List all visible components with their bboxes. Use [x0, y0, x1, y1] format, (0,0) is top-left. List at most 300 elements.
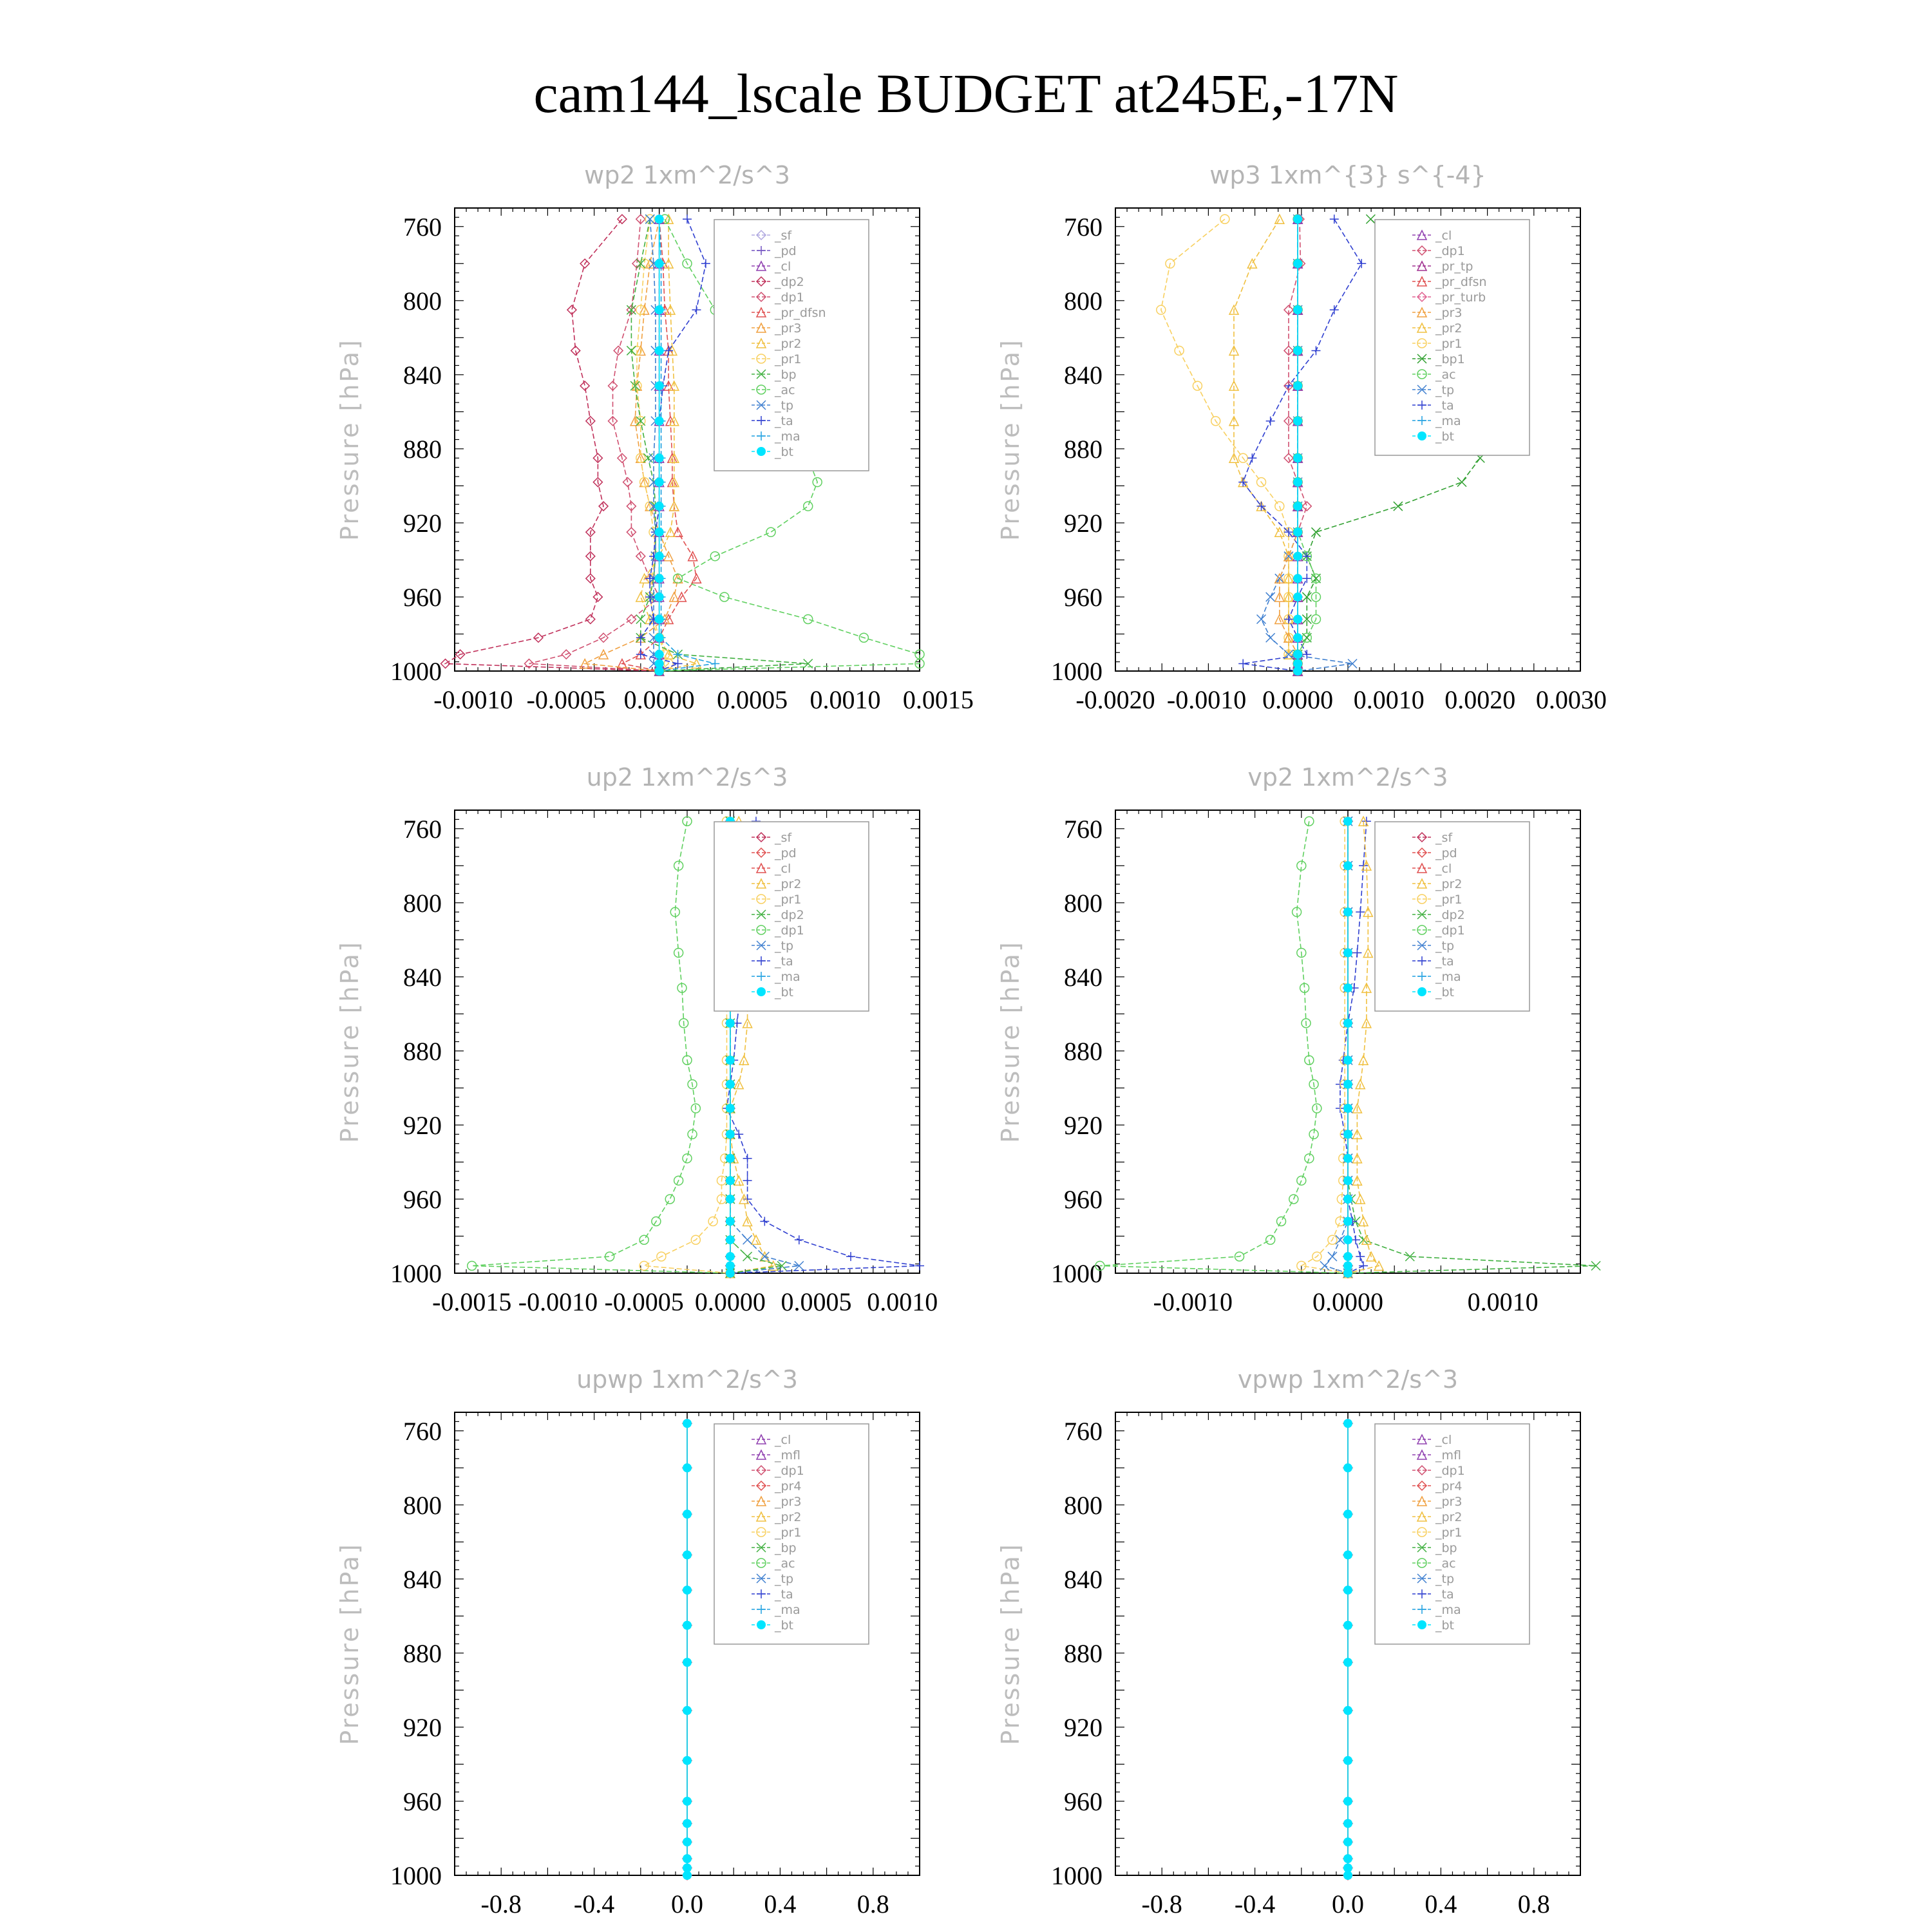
data-point	[1293, 527, 1302, 536]
data-point	[580, 381, 589, 390]
legend-entry: _ma	[775, 430, 800, 444]
panel-title: upwp 1xm^2/s^3	[576, 1365, 798, 1394]
data-point	[1305, 1154, 1314, 1163]
legend	[1375, 220, 1530, 455]
legend-entry: _tp	[1435, 383, 1455, 397]
series-ac	[1095, 817, 1352, 1278]
x-tick-label: -0.8	[480, 1889, 522, 1918]
y-axis-label: Pressure [hPa]	[336, 1542, 364, 1745]
y-tick-label: 800	[403, 286, 442, 316]
series-dp2	[441, 214, 664, 676]
data-point	[655, 214, 664, 223]
legend-entry: _tp	[775, 399, 794, 413]
series-bt	[655, 214, 664, 676]
legend-entry: _ta	[775, 954, 793, 969]
data-point	[1343, 1550, 1352, 1559]
series-line	[659, 219, 715, 671]
data-point	[1266, 417, 1275, 426]
x-tick-label: -0.0010	[433, 685, 513, 714]
series-line	[1348, 821, 1379, 1273]
legend-entry: _pr_dfsn	[775, 306, 826, 320]
chart-panel-5	[336, 1365, 920, 1918]
data-point	[1238, 478, 1247, 487]
data-point	[1359, 1261, 1368, 1270]
data-point	[655, 552, 664, 561]
data-point	[734, 1176, 743, 1185]
data-point	[743, 1252, 752, 1261]
series-line	[1161, 219, 1298, 671]
data-point	[683, 214, 692, 223]
data-point	[1247, 259, 1256, 268]
series-line	[641, 219, 706, 671]
data-point	[655, 417, 664, 426]
y-tick-label: 840	[403, 360, 442, 390]
series-line	[641, 219, 697, 671]
x-tick-label: -0.4	[573, 1889, 615, 1918]
data-point	[655, 502, 664, 511]
chart-panel-4	[996, 763, 1600, 1316]
data-point	[683, 1854, 692, 1863]
data-point	[1457, 478, 1466, 487]
legend-entry: _pr2	[775, 1510, 802, 1524]
legend-entry: _ac	[775, 1557, 795, 1571]
data-point	[1343, 1706, 1352, 1715]
data-point	[655, 667, 664, 676]
data-point	[683, 817, 692, 826]
legend-entry: _ta	[775, 1587, 793, 1602]
y-tick-label: 840	[1064, 360, 1103, 390]
x-tick-label: 0.0000	[1312, 1287, 1383, 1316]
legend-entry: _cl	[775, 260, 791, 274]
y-tick-label: 800	[1064, 888, 1103, 918]
y-tick-label: 800	[1064, 1490, 1103, 1520]
y-tick-label: 880	[1064, 434, 1103, 464]
y-tick-label: 960	[1064, 1184, 1103, 1214]
x-tick-label: -0.4	[1234, 1889, 1276, 1918]
data-point	[639, 1235, 649, 1244]
data-point	[586, 614, 595, 623]
legend-entry: _bt	[775, 445, 794, 459]
legend-entry: _bp	[1435, 1541, 1457, 1555]
data-point	[683, 1871, 692, 1880]
legend-entry: _dp1	[1435, 923, 1465, 938]
legend-entry: _pr3	[775, 321, 802, 336]
data-point	[1343, 1019, 1352, 1028]
data-point	[1343, 1252, 1352, 1261]
legend-marker	[757, 1620, 766, 1629]
x-tick-label: -0.0015	[432, 1287, 512, 1316]
y-tick-label: 960	[403, 1184, 442, 1214]
legend-entry: _dp1	[775, 923, 804, 938]
y-tick-label: 1000	[390, 1259, 442, 1288]
y-tick-label: 1000	[1051, 657, 1103, 686]
y-tick-label: 920	[1064, 508, 1103, 538]
legend-entry: _pr3	[1435, 1495, 1463, 1509]
data-point	[1343, 1797, 1352, 1806]
legend-entry: _tp	[775, 939, 794, 953]
data-point	[1343, 1130, 1352, 1139]
x-tick-label: -0.8	[1141, 1889, 1182, 1918]
legend	[1375, 822, 1530, 1011]
chart-panel-3	[336, 763, 938, 1316]
x-tick-label: -0.0005	[526, 685, 606, 714]
data-point	[1293, 502, 1302, 511]
series-bt	[683, 1419, 692, 1880]
data-point	[655, 574, 664, 583]
data-point	[760, 1217, 769, 1226]
panel-title: vpwp 1xm^2/s^3	[1237, 1365, 1459, 1394]
series-line	[585, 219, 677, 671]
legend-entry: _dp2	[1435, 908, 1465, 922]
y-tick-label: 840	[1064, 962, 1103, 992]
data-point	[636, 614, 645, 623]
legend-entry: _ma	[775, 1603, 800, 1617]
data-point	[743, 1176, 752, 1185]
legend-entry: _pr2	[1435, 1510, 1463, 1524]
data-point	[726, 1130, 735, 1139]
data-point	[1352, 948, 1361, 957]
legend-entry: _dp1	[1435, 1464, 1465, 1478]
data-point	[655, 633, 664, 642]
series-bt	[1343, 1419, 1352, 1880]
series-pr1	[1297, 817, 1352, 1278]
legend-entry: _pr_dfsn	[1435, 275, 1487, 289]
series-line	[1243, 219, 1361, 671]
y-tick-label: 920	[403, 508, 442, 538]
legend-entry: _ac	[1435, 1557, 1456, 1571]
data-point	[726, 1056, 735, 1065]
x-tick-label: 0.0000	[694, 1287, 766, 1316]
chart-panel-2	[996, 161, 1607, 714]
y-tick-label: 840	[1064, 1564, 1103, 1594]
x-tick-label: -0.0010	[1153, 1287, 1233, 1316]
y-tick-label: 760	[403, 814, 442, 844]
legend-entry: _ma	[775, 970, 800, 984]
data-point	[726, 1235, 735, 1244]
legend-entry: _ta	[1435, 399, 1454, 413]
data-point	[655, 305, 664, 314]
data-point	[804, 502, 813, 511]
y-tick-label: 920	[403, 1712, 442, 1742]
y-axis-label: Pressure [hPa]	[336, 940, 364, 1143]
data-point	[726, 1252, 735, 1261]
figure-title: cam144_lscale BUDGET at245E,-17N	[533, 62, 1399, 124]
series-bt	[1293, 214, 1302, 676]
data-point	[1343, 1195, 1352, 1204]
data-point	[726, 1176, 735, 1185]
x-tick-label: -0.0010	[1166, 685, 1247, 714]
y-tick-label: 1000	[1051, 1259, 1103, 1288]
legend-entry: _dp2	[775, 275, 804, 289]
y-tick-label: 760	[1064, 814, 1103, 844]
data-point	[726, 1269, 735, 1278]
data-point	[655, 381, 664, 390]
legend-entry: _sf	[775, 229, 792, 243]
data-point	[1302, 574, 1311, 583]
legend-entry: _pr2	[775, 877, 802, 891]
series-line	[1340, 821, 1367, 1273]
panel-title: up2 1xm^2/s^3	[586, 763, 788, 791]
legend	[714, 220, 869, 471]
data-point	[1343, 1586, 1352, 1595]
data-point	[726, 1104, 735, 1113]
legend-entry: _sf	[775, 831, 792, 845]
data-point	[1343, 1154, 1352, 1163]
data-point	[1266, 1235, 1275, 1244]
legend-entry: _pr1	[1435, 337, 1463, 351]
data-point	[683, 1706, 692, 1715]
data-point	[804, 614, 813, 623]
legend-entry: _ta	[1435, 954, 1454, 969]
data-point	[726, 1154, 735, 1163]
data-point	[846, 1252, 855, 1261]
data-point	[674, 659, 683, 668]
x-tick-label: 0.8	[1517, 1889, 1550, 1918]
data-point	[1343, 1756, 1352, 1765]
legend-entry: _mfl	[775, 1448, 800, 1463]
data-point	[1266, 592, 1275, 601]
y-tick-label: 880	[1064, 1036, 1103, 1066]
data-point	[1343, 817, 1352, 826]
legend-entry: _pr4	[1435, 1479, 1463, 1493]
data-point	[1343, 1269, 1352, 1278]
data-point	[1343, 1463, 1352, 1472]
data-point	[1343, 1837, 1352, 1846]
data-point	[743, 1154, 752, 1163]
legend-entry: _pr1	[775, 352, 802, 366]
data-point	[1343, 1056, 1352, 1065]
x-tick-label: 0.0000	[623, 685, 695, 714]
y-tick-label: 920	[1064, 1712, 1103, 1742]
data-point	[636, 592, 645, 601]
data-point	[1305, 817, 1314, 826]
x-tick-label: 0.0010	[867, 1287, 938, 1316]
panel-title: vp2 1xm^2/s^3	[1247, 763, 1448, 791]
legend-entry: _bt	[1435, 430, 1455, 444]
data-point	[1343, 1510, 1352, 1519]
data-point	[683, 1797, 692, 1806]
legend-entry: _pd	[775, 244, 797, 258]
legend-entry: _pd	[775, 846, 797, 860]
legend-entry: _pr4	[775, 1479, 802, 1493]
legend-entry: _cl	[1435, 229, 1452, 243]
data-point	[726, 1019, 735, 1028]
legend-entry: _pr2	[775, 337, 802, 351]
data-point	[1343, 907, 1352, 916]
data-point	[683, 1419, 692, 1428]
y-tick-label: 880	[403, 1036, 442, 1066]
y-tick-label: 840	[403, 1564, 442, 1594]
data-point	[683, 1550, 692, 1559]
y-tick-label: 1000	[390, 1861, 442, 1890]
data-point	[655, 453, 664, 462]
data-point	[683, 1658, 692, 1667]
data-point	[1343, 1080, 1352, 1089]
data-point	[1293, 552, 1302, 561]
y-tick-label: 800	[403, 888, 442, 918]
legend	[714, 1424, 869, 1644]
legend-marker	[1417, 431, 1426, 440]
y-axis-label: Pressure [hPa]	[336, 338, 364, 541]
data-point	[1343, 1621, 1352, 1630]
data-point	[1343, 1176, 1352, 1185]
x-tick-label: 0.4	[1425, 1889, 1457, 1918]
legend-entry: _pr2	[1435, 877, 1463, 891]
panel-title: wp3 1xm^{3} s^{-4}	[1209, 161, 1486, 189]
x-tick-label: 0.0010	[1467, 1287, 1539, 1316]
x-tick-label: 0.0	[671, 1889, 703, 1918]
legend-entry: _mfl	[1435, 1448, 1461, 1463]
series-ma	[655, 214, 720, 676]
legend-entry: _pr_tp	[1435, 260, 1473, 274]
data-point	[1311, 527, 1320, 536]
legend-entry: _ma	[1435, 414, 1461, 428]
data-point	[752, 1235, 761, 1244]
y-tick-label: 1000	[1051, 1861, 1103, 1890]
data-point	[1293, 650, 1302, 659]
legend-marker	[757, 987, 766, 996]
data-point	[655, 650, 664, 659]
x-tick-label: 0.0010	[1353, 685, 1425, 714]
legend-entry: _bt	[775, 985, 794, 999]
data-point	[593, 592, 602, 601]
y-tick-label: 880	[1064, 1638, 1103, 1668]
data-point	[1293, 214, 1302, 223]
legend-marker	[757, 447, 766, 456]
data-point	[1343, 1658, 1352, 1667]
legend-entry: _ac	[1435, 368, 1456, 382]
data-point	[627, 614, 636, 623]
data-point	[1275, 214, 1284, 223]
data-point	[683, 1621, 692, 1630]
series-line	[446, 219, 659, 671]
legend-entry: _pr1	[775, 1526, 802, 1540]
data-point	[1238, 659, 1247, 668]
data-point	[766, 527, 775, 536]
series-ac	[468, 817, 735, 1278]
y-tick-label: 760	[1064, 1416, 1103, 1446]
series-line	[529, 219, 659, 671]
data-point	[1343, 1871, 1352, 1880]
y-tick-label: 920	[1064, 1110, 1103, 1140]
data-point	[795, 1235, 804, 1244]
data-point	[683, 1510, 692, 1519]
data-point	[734, 1130, 743, 1139]
chart-panel-6	[996, 1365, 1580, 1918]
legend-entry: _bp	[775, 1541, 797, 1555]
data-point	[1293, 305, 1302, 314]
data-point	[665, 1195, 674, 1204]
x-tick-label: 0.0030	[1535, 685, 1607, 714]
data-point	[760, 1252, 769, 1261]
data-point	[655, 592, 664, 601]
legend-entry: _tp	[1435, 1572, 1455, 1586]
y-tick-label: 800	[403, 1490, 442, 1520]
legend-entry: _cl	[1435, 862, 1452, 876]
y-tick-label: 880	[403, 1638, 442, 1668]
data-point	[1293, 259, 1302, 268]
data-point	[1293, 667, 1302, 676]
data-point	[1277, 1217, 1286, 1226]
data-point	[1293, 453, 1302, 462]
legend-entry: _ma	[1435, 970, 1461, 984]
data-point	[701, 259, 710, 268]
y-axis-label: Pressure [hPa]	[996, 940, 1025, 1143]
data-point	[1343, 861, 1352, 870]
legend-entry: _tp	[1435, 939, 1455, 953]
data-point	[683, 1819, 692, 1828]
series-pr1	[1157, 214, 1302, 676]
x-tick-label: -0.0010	[518, 1287, 598, 1316]
data-point	[1394, 502, 1403, 511]
y-tick-label: 960	[1064, 1786, 1103, 1816]
data-point	[683, 1837, 692, 1846]
y-axis-label: Pressure [hPa]	[996, 1542, 1025, 1745]
legend	[1375, 1424, 1530, 1644]
x-tick-label: 0.0005	[781, 1287, 852, 1316]
y-tick-label: 800	[1064, 286, 1103, 316]
x-tick-label: 0.0005	[717, 685, 788, 714]
data-point	[683, 1586, 692, 1595]
legend-entry: _dp1	[775, 290, 804, 305]
legend-entry: _cl	[1435, 1433, 1452, 1447]
x-tick-label: 0.0000	[1262, 685, 1334, 714]
y-tick-label: 960	[403, 1786, 442, 1816]
legend-entry: _cl	[775, 1433, 791, 1447]
data-point	[1343, 1854, 1352, 1863]
series-line	[1100, 821, 1348, 1273]
x-tick-label: 0.0015	[902, 685, 974, 714]
y-tick-label: 920	[403, 1110, 442, 1140]
series-line	[637, 219, 668, 671]
x-tick-label: 0.0010	[810, 685, 881, 714]
data-point	[636, 650, 645, 659]
legend-entry: _pr2	[1435, 321, 1463, 336]
data-point	[683, 1463, 692, 1472]
y-tick-label: 960	[403, 582, 442, 612]
data-point	[1343, 1419, 1352, 1428]
data-point	[655, 614, 664, 623]
data-point	[1293, 592, 1302, 601]
y-tick-label: 880	[403, 434, 442, 464]
data-point	[1293, 633, 1302, 642]
y-tick-label: 760	[403, 1416, 442, 1446]
legend-entry: _tp	[775, 1572, 794, 1586]
data-point	[1247, 453, 1256, 462]
data-point	[1275, 527, 1284, 536]
series-line	[1298, 219, 1316, 671]
legend-entry: _dp1	[775, 1464, 804, 1478]
data-point	[1330, 214, 1339, 223]
data-point	[1311, 346, 1320, 355]
legend-entry: _cl	[775, 862, 791, 876]
panel-title: wp2 1xm^2/s^3	[584, 161, 790, 189]
legend-entry: _dp1	[1435, 244, 1465, 258]
legend-entry: _pr_turb	[1435, 290, 1486, 305]
y-tick-label: 1000	[390, 657, 442, 686]
legend-entry: _sf	[1435, 831, 1453, 845]
y-tick-label: 960	[1064, 582, 1103, 612]
data-point	[915, 1261, 924, 1270]
legend-entry: _pr3	[775, 1495, 802, 1509]
data-point	[1293, 574, 1302, 583]
data-point	[692, 305, 701, 314]
data-point	[726, 1217, 735, 1226]
data-point	[1293, 346, 1302, 355]
x-tick-label: 0.8	[857, 1889, 889, 1918]
x-tick-label: -0.0005	[604, 1287, 684, 1316]
legend-entry: _pr1	[1435, 1526, 1463, 1540]
